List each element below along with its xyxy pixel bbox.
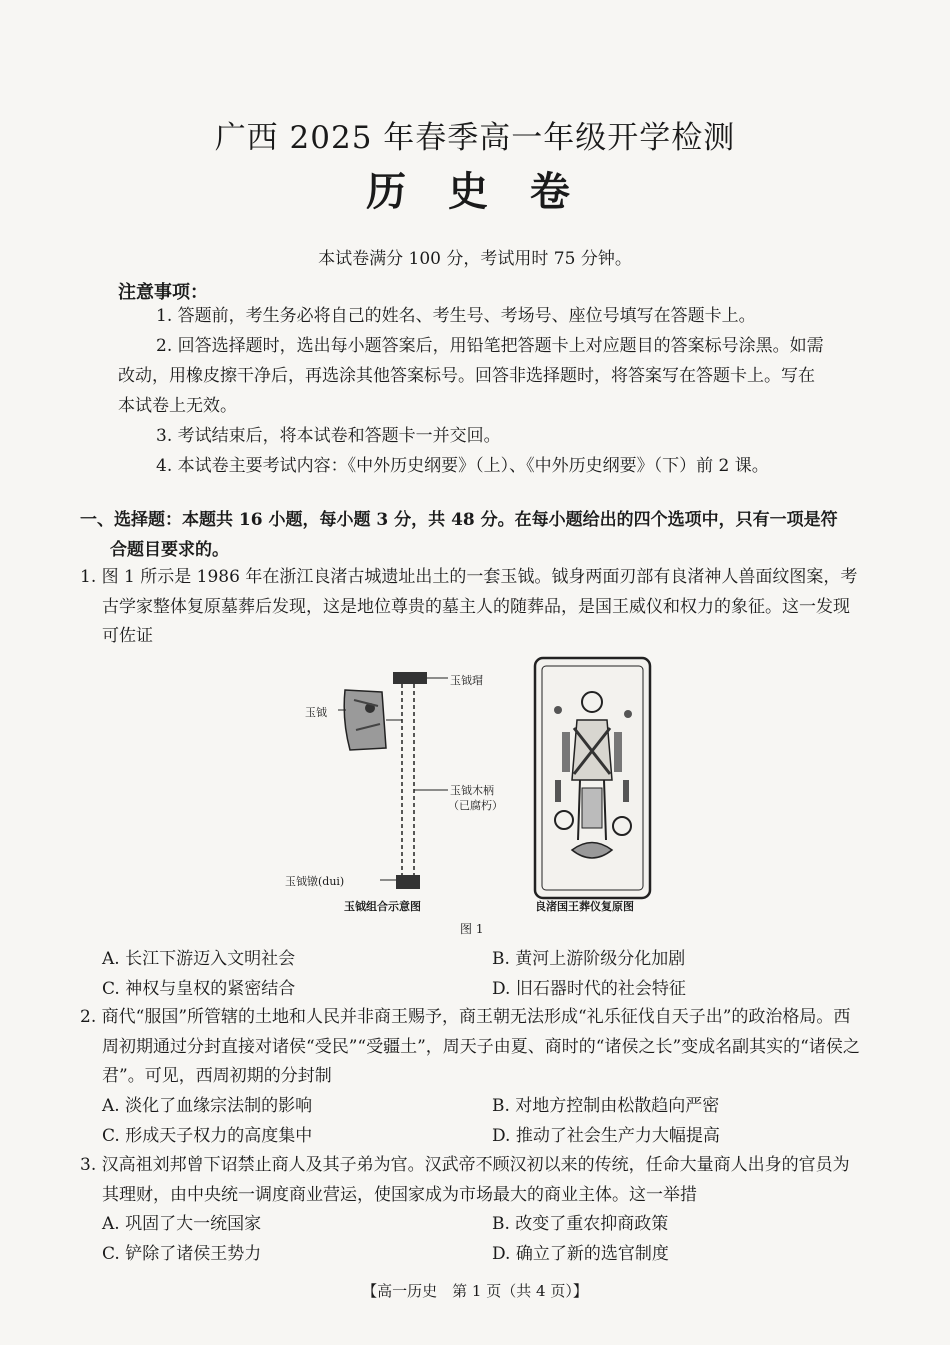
option-a: A. 淡化了血缘宗法制的影响 bbox=[102, 1096, 313, 1116]
option-c: C. 铲除了诸侯王势力 bbox=[102, 1243, 262, 1264]
figure-caption-right: 良渚国王葬仪复原图 bbox=[535, 900, 634, 913]
exam-title: 广西 2025 年春季高一年级开学检测 bbox=[214, 120, 736, 156]
notice-item: 2. 回答选择题时，选出每小题答案后，用铅笔把答题卡上对应题目的答案标号涂黑。如需改动，用橡皮擦干净后，再选涂其他答案标号。回答非选择题时，将答案写在答题卡上。写在本试卷上无效。 bbox=[118, 336, 824, 416]
label-axe-handle: 玉钺木柄 bbox=[450, 784, 494, 797]
label-jade-axe: 玉钺 bbox=[305, 706, 327, 719]
option-b: B. 对地方控制由松散趋向严密 bbox=[492, 1096, 720, 1116]
question-stem: 1. 图 1 所示是 1986 年在浙江良渚古城遗址出土的一套玉钺。钺身两面刃部有良渚神人兽面纹图案，考古学家整体复原墓葬后发现，这是地位尊贵的墓主人的随葬品，是国王威仪和权力的象征。这一发现可佐证 bbox=[80, 567, 858, 646]
question-stem: 2. 商代“服国”所管辖的土地和人民并非商王赐予，商王朝无法形成“礼乐征伐自天子出”的政治格局。西周初期通过分封直接对诸侯“受民”“受疆土”，周天子由夏、商时的“诸侯之长”变成名副其实的“诸侯之君”。可见，西周初期的分封制 bbox=[80, 1007, 860, 1086]
page-footer: 【高一历史 第 1 页（共 4 页）】 bbox=[362, 1282, 588, 1300]
exam-subject: 历 史 卷 bbox=[366, 168, 584, 215]
option-c: C. 形成天子权力的高度集中 bbox=[102, 1125, 313, 1146]
question-stem: 3. 汉高祖刘邦曾下诏禁止商人及其子弟为官。汉武帝不顾汉初以来的传统，任命大量商人出身的官员为其理财，由中央统一调度商业营运，使国家成为市场最大的商业主体。这一举措 bbox=[80, 1155, 850, 1205]
question-1 bbox=[80, 563, 865, 652]
burial-reconstruction bbox=[535, 658, 650, 898]
section-heading-line1: 一、选择题：本题共 16 小题，每小题 3 分，共 48 分。在每小题给出的四个选项中，只有一项是符 bbox=[80, 510, 838, 530]
notice-item: 3. 考试结束后，将本试卷和答题卡一并交回。 bbox=[156, 426, 501, 446]
option-d: D. 旧石器时代的社会特征 bbox=[492, 978, 686, 999]
option-b: B. 黄河上游阶级分化加剧 bbox=[492, 949, 686, 969]
question-2 bbox=[80, 1003, 865, 1092]
notice-heading: 注意事项： bbox=[118, 282, 208, 303]
section-heading-line2: 合题目要求的。 bbox=[110, 540, 229, 560]
option-c: C. 神权与皇权的紧密结合 bbox=[102, 978, 296, 999]
option-d: D. 推动了社会生产力大幅提高 bbox=[492, 1125, 720, 1146]
label-axe-cap: 玉钺瑁 bbox=[450, 674, 483, 687]
question-3-options bbox=[102, 1210, 802, 1269]
figure-number: 图 1 bbox=[460, 922, 484, 936]
notice-item: 4. 本试卷主要考试内容：《中外历史纲要》（上）、《中外历史纲要》（下）前 2 课。 bbox=[156, 456, 769, 476]
label-axe-butt: 玉钺镦(dui) bbox=[285, 875, 345, 888]
figure-caption-left: 玉钺组合示意图 bbox=[344, 900, 421, 913]
option-b: B. 改变了重农抑商政策 bbox=[492, 1214, 669, 1234]
section-heading bbox=[80, 505, 865, 565]
label-axe-handle-note: （已腐朽） bbox=[448, 799, 503, 812]
option-a: A. 长江下游迈入文明社会 bbox=[102, 949, 296, 969]
question-1-options bbox=[102, 945, 802, 1004]
option-a: A. 巩固了大一统国家 bbox=[102, 1214, 262, 1234]
score-line: 本试卷满分 100 分，考试用时 75 分钟。 bbox=[318, 249, 632, 269]
question-3 bbox=[80, 1151, 865, 1210]
notice-item: 1. 答题前，考生务必将自己的姓名、考生号、考场号、座位号填写在答题卡上。 bbox=[156, 306, 756, 326]
notice-list bbox=[118, 301, 830, 481]
option-d: D. 确立了新的选官制度 bbox=[492, 1243, 669, 1264]
jade-axe-diagram bbox=[338, 672, 448, 889]
question-2-options bbox=[102, 1092, 802, 1151]
